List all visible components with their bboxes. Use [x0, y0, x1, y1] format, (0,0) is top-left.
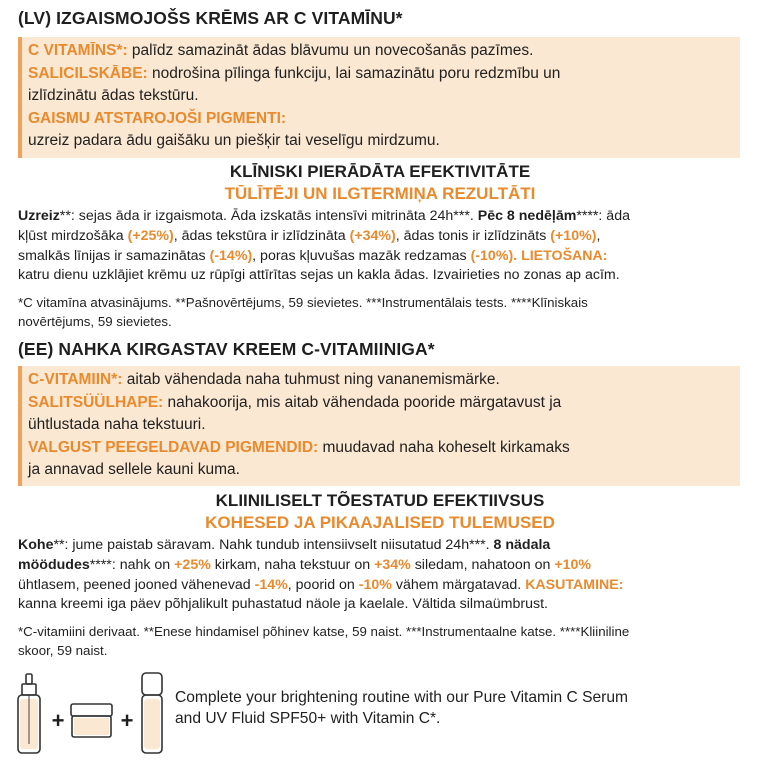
lv-ingredient-3: GAISMU ATSTAROJOŠI PIGMENTI: — [28, 109, 287, 127]
ee-ingredient-2: SALITSÜÜLHAPE: nahakoorija, mis aitab vähendada pooride märgatavust ja — [28, 393, 562, 411]
lv-para-line-4: katru dienu uzklājiet krēmu uz rūpīgi attīrītas sejas un kakla ādas. Izvairieties no zonas ap acīm. — [18, 267, 620, 284]
ee-para-line-2: möödudes****: nahk on +25% kirkam, naha tekstuur on +34% siledam, nahatoon on +10% — [18, 556, 591, 573]
lv-ingredient-3-cont: uzreiz padara ādu gaišāku un piešķir tai veselīgu mirdzumu. — [28, 132, 440, 150]
ee-ingredient-2-cont: ühtlustada naha tekstuuri. — [28, 416, 206, 434]
ee-para-line-4: kanna kreemi iga päev põhjalikult puhastatud näole ja kaelale. Vältida silmaümbrust. — [18, 596, 548, 613]
lv-para-line-1: Uzreiz**: sejas āda ir izgaismota. Āda izskatās intensīvi mitrināta 24h***. Pēc 8 nedēļām****: āda — [18, 208, 630, 224]
cream-jar-icon — [71, 704, 112, 737]
lv-clinical-heading: KLĪNISKI PIERĀDĀTA EFEKTIVITĀTE — [229, 162, 531, 181]
ee-para-line-3: ühtlasem, peened jooned vähenevad -14%, poorid on -10% vähem märgatavad. KASUTAMINE: — [18, 576, 624, 593]
ee-para-line-1: Kohe**: jume paistab säravam. Nahk tundub intensiivselt niisutatud 24h***. 8 nädala — [18, 537, 551, 553]
lv-ingredient-2: SALICILSKĀBE: nodrošina pīlinga funkciju, lai samazinātu poru redzmību un — [28, 64, 561, 82]
plus-sign-2: + — [120, 708, 134, 733]
lv-section-title: (LV) IZGAISMOJOŠS KRĒMS AR C VITAMĪNU* — [18, 8, 403, 28]
fluid-bottle-icon — [142, 673, 162, 753]
lv-ingredient-1: C VITAMĪNS*: palīdz samazināt ādas blāvumu un novecošanās pazīmes. — [28, 42, 534, 59]
ee-results-heading: KOHESED JA PIKAAJALISED TULEMUSED — [205, 513, 555, 532]
lv-ingredients-box — [18, 37, 740, 158]
lv-results-heading: TŪLĪTĒJI UN ILGTERMIŅA REZULTĀTI — [224, 184, 536, 203]
ee-ingredient-3: VALGUST PEEGELDAVAD PIGMENDID: muudavad naha koheselt kirkamaks — [28, 438, 570, 456]
ee-section-title: (EE) NAHKA KIRGASTAV KREEM C-VITAMIINIGA* — [18, 339, 435, 359]
lv-ingredient-2-cont: izlīdzinātu ādas tekstūru. — [28, 87, 199, 105]
ee-ingredient-3-cont: ja annavad sellele kauni kuma. — [28, 461, 240, 479]
ee-ingredients-box — [18, 366, 740, 486]
ee-results-paragraph — [18, 536, 740, 615]
ee-clinical-heading: KLIINILISELT TÕESTATUD EFEKTIIVSUS — [215, 491, 545, 510]
routine-products-illustration — [14, 666, 164, 756]
routine-text: Complete your brightening routine with our Pure Vitamin C Serum and UV Fluid SPF50+ with Vitamin C*. — [175, 689, 629, 727]
plus-sign-1: + — [51, 708, 65, 733]
lv-para-line-2: kļūst mirdzošāka (+25%), ādas tekstūra ir izlīdzināta (+34%), ādas tonis ir izlīdzināts (+10%), — [18, 227, 601, 244]
ee-ingredient-1: C-VITAMIIN*: aitab vähendada naha tuhmust ning vananemismärke. — [28, 371, 500, 388]
serum-dropper-bottle-icon — [18, 674, 40, 753]
lv-footnotes: *C vitamīna atvasinājums. **Pašnovērtējums, 59 sievietes. ***Instrumentālais tests. ****Klīniskais novērtējums, 59 sievietes. — [18, 295, 588, 329]
ee-footnotes: *C-vitamiini derivaat. **Enese hindamisel põhinev katse, 59 naist. ***Instrumentaalne katse. ****Kliiniline skoor, 59 naist. — [18, 624, 630, 658]
lv-results-paragraph — [18, 207, 740, 286]
lv-para-line-3: smalkās līnijas ir samazinātas (-14%), poras kļuvušas mazāk redzamas (-10%). LIETOŠANA: — [18, 247, 608, 264]
